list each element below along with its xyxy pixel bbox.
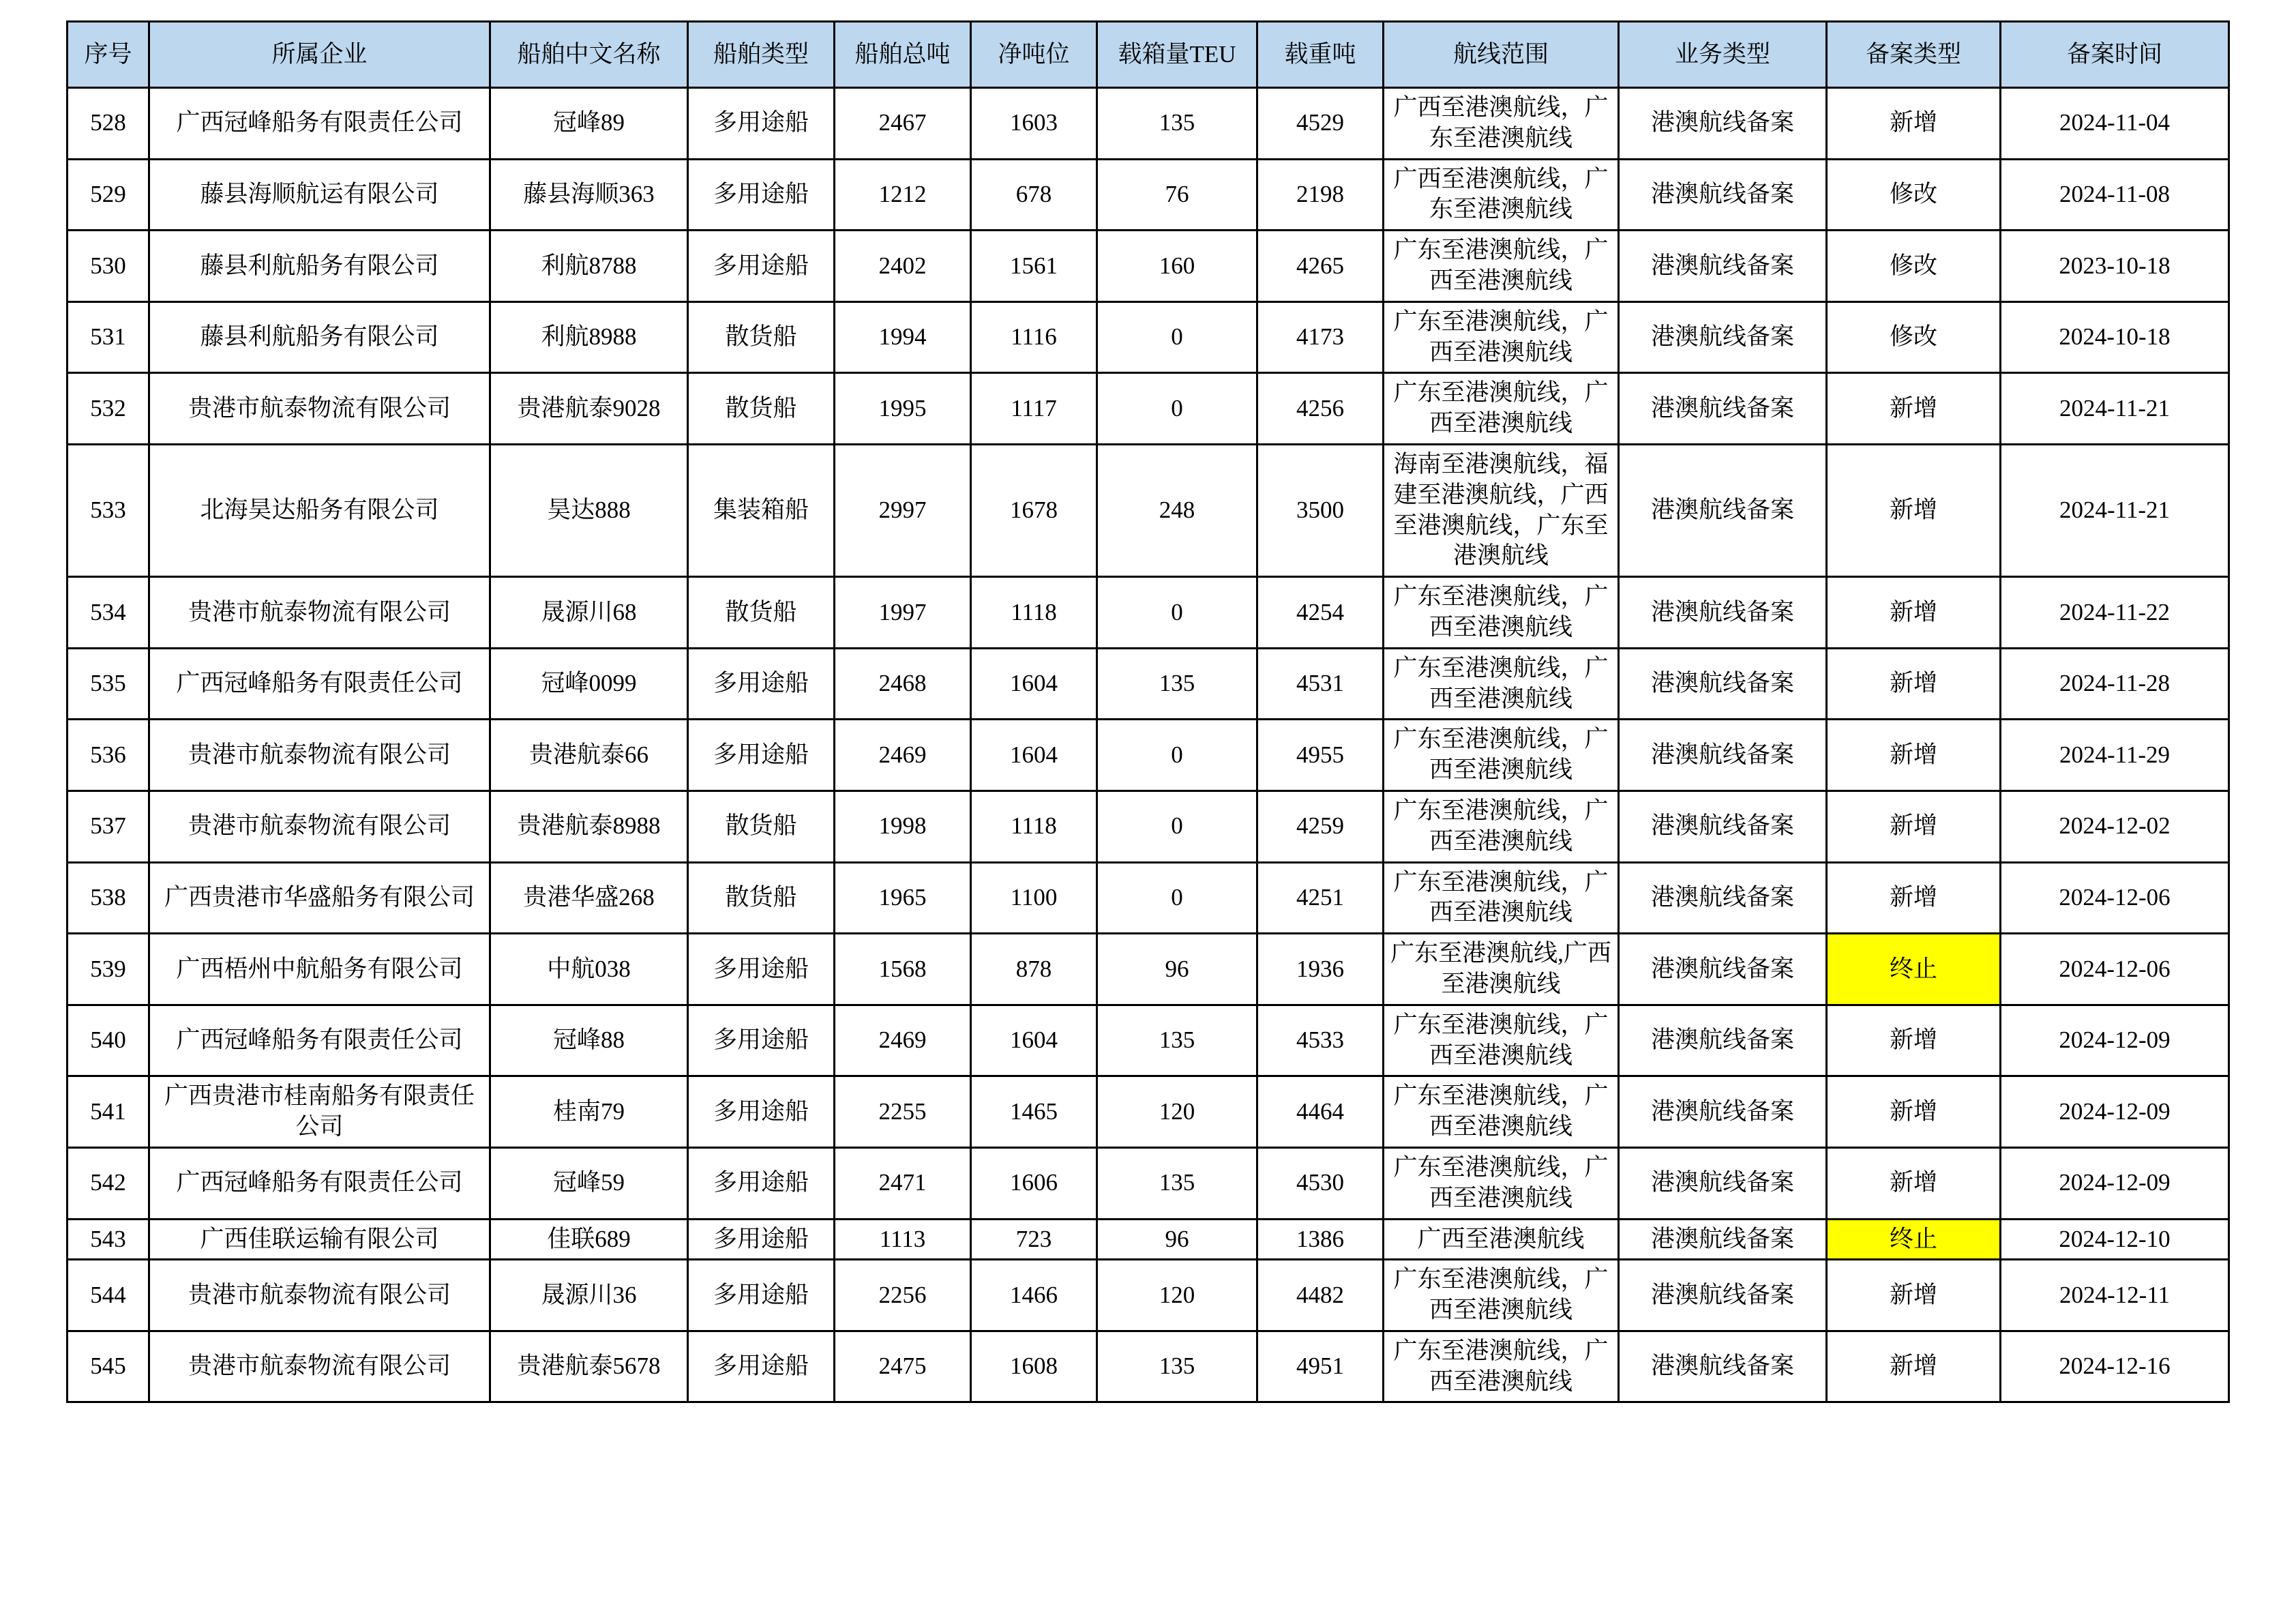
cell-teu: 160 (1097, 231, 1257, 302)
cell-index: 543 (68, 1219, 149, 1260)
cell-route: 广东至港澳航线，广西至港澳航线 (1384, 720, 1619, 791)
cell-ship-type: 多用途船 (688, 1219, 835, 1260)
cell-deadweight: 4955 (1257, 720, 1384, 791)
cell-net-tonnage: 723 (971, 1219, 1097, 1260)
table-row (68, 1219, 2229, 1260)
cell-ship-type: 多用途船 (688, 720, 835, 791)
cell-company: 广西贵港市桂南船务有限责任公司 (149, 1076, 490, 1148)
cell-deadweight: 1386 (1257, 1219, 1384, 1260)
cell-net-tonnage: 1604 (971, 720, 1097, 791)
cell-record-type-highlighted: 终止 (1827, 934, 2001, 1005)
cell-net-tonnage: 1603 (971, 88, 1097, 160)
cell-net-tonnage: 1118 (971, 577, 1097, 649)
cell-index: 537 (68, 791, 149, 862)
cell-teu: 135 (1097, 1147, 1257, 1219)
cell-company: 广西冠峰船务有限责任公司 (149, 1005, 490, 1076)
cell-route: 广东至港澳航线，广西至港澳航线 (1384, 791, 1619, 862)
cell-gross-tonnage: 2469 (835, 720, 971, 791)
cell-index: 528 (68, 88, 149, 160)
cell-ship-name: 桂南79 (490, 1076, 688, 1148)
cell-company: 贵港市航泰物流有限公司 (149, 577, 490, 649)
cell-ship-name: 利航8788 (490, 231, 688, 302)
cell-gross-tonnage: 1997 (835, 577, 971, 649)
column-header-index: 序号 (68, 22, 149, 88)
cell-index: 538 (68, 862, 149, 934)
cell-record-type: 新增 (1827, 1076, 2001, 1148)
cell-company: 广西冠峰船务有限责任公司 (149, 648, 490, 720)
cell-record-date: 2024-12-09 (2001, 1076, 2229, 1148)
cell-net-tonnage: 1100 (971, 862, 1097, 934)
cell-teu: 0 (1097, 373, 1257, 445)
cell-deadweight: 4533 (1257, 1005, 1384, 1076)
cell-route: 广东至港澳航线，广西至港澳航线 (1384, 1076, 1619, 1148)
cell-ship-type: 散货船 (688, 862, 835, 934)
cell-business-type: 港澳航线备案 (1619, 301, 1827, 373)
column-header-ship-name: 船舶中文名称 (490, 22, 688, 88)
cell-gross-tonnage: 1212 (835, 159, 971, 231)
cell-route: 广西至港澳航线，广东至港澳航线 (1384, 159, 1619, 231)
cell-record-type: 新增 (1827, 1147, 2001, 1219)
cell-record-type: 新增 (1827, 1260, 2001, 1331)
cell-index: 539 (68, 934, 149, 1005)
cell-deadweight: 4265 (1257, 231, 1384, 302)
cell-gross-tonnage: 2468 (835, 648, 971, 720)
cell-net-tonnage: 1606 (971, 1147, 1097, 1219)
cell-deadweight: 4254 (1257, 577, 1384, 649)
cell-company: 贵港市航泰物流有限公司 (149, 1331, 490, 1402)
table-row (68, 862, 2229, 934)
table-row (68, 791, 2229, 862)
column-header-route: 航线范围 (1384, 22, 1619, 88)
cell-company: 广西冠峰船务有限责任公司 (149, 1147, 490, 1219)
cell-business-type: 港澳航线备案 (1619, 231, 1827, 302)
cell-teu: 96 (1097, 1219, 1257, 1260)
column-header-teu: 载箱量TEU (1097, 22, 1257, 88)
cell-company: 广西冠峰船务有限责任公司 (149, 88, 490, 160)
cell-business-type: 港澳航线备案 (1619, 862, 1827, 934)
cell-record-type: 新增 (1827, 720, 2001, 791)
cell-teu: 0 (1097, 720, 1257, 791)
cell-route: 广东至港澳航线，广西至港澳航线 (1384, 1260, 1619, 1331)
table-row (68, 301, 2229, 373)
table-row (68, 1005, 2229, 1076)
cell-record-date: 2023-10-18 (2001, 231, 2229, 302)
cell-record-type: 新增 (1827, 1005, 2001, 1076)
cell-company: 北海昊达船务有限公司 (149, 444, 490, 576)
cell-teu: 0 (1097, 301, 1257, 373)
cell-teu: 135 (1097, 1005, 1257, 1076)
cell-record-date: 2024-12-10 (2001, 1219, 2229, 1260)
cell-ship-name: 藤县海顺363 (490, 159, 688, 231)
cell-index: 531 (68, 301, 149, 373)
cell-company: 广西贵港市华盛船务有限公司 (149, 862, 490, 934)
cell-net-tonnage: 1604 (971, 1005, 1097, 1076)
cell-ship-name: 冠峰89 (490, 88, 688, 160)
cell-ship-type: 多用途船 (688, 159, 835, 231)
cell-route: 广东至港澳航线，广西至港澳航线 (1384, 301, 1619, 373)
cell-net-tonnage: 1116 (971, 301, 1097, 373)
cell-route: 广东至港澳航线，广西至港澳航线 (1384, 1331, 1619, 1402)
cell-business-type: 港澳航线备案 (1619, 1260, 1827, 1331)
cell-net-tonnage: 1118 (971, 791, 1097, 862)
cell-company: 贵港市航泰物流有限公司 (149, 373, 490, 445)
cell-ship-name: 贵港华盛268 (490, 862, 688, 934)
cell-deadweight: 4259 (1257, 791, 1384, 862)
cell-record-type: 修改 (1827, 301, 2001, 373)
cell-ship-type: 散货船 (688, 373, 835, 445)
cell-deadweight: 4531 (1257, 648, 1384, 720)
cell-deadweight: 4951 (1257, 1331, 1384, 1402)
cell-record-date: 2024-12-11 (2001, 1260, 2229, 1331)
cell-route: 广东至港澳航线，广西至港澳航线 (1384, 648, 1619, 720)
cell-ship-name: 贵港航泰5678 (490, 1331, 688, 1402)
cell-business-type: 港澳航线备案 (1619, 159, 1827, 231)
table-row (68, 88, 2229, 160)
cell-ship-type: 多用途船 (688, 1076, 835, 1148)
cell-gross-tonnage: 2255 (835, 1076, 971, 1148)
cell-teu: 76 (1097, 159, 1257, 231)
ship-record-table (66, 20, 2230, 1403)
cell-ship-type: 多用途船 (688, 648, 835, 720)
cell-deadweight: 2198 (1257, 159, 1384, 231)
cell-index: 534 (68, 577, 149, 649)
cell-record-date: 2024-11-21 (2001, 373, 2229, 445)
table-row (68, 1260, 2229, 1331)
cell-company: 贵港市航泰物流有限公司 (149, 1260, 490, 1331)
cell-business-type: 港澳航线备案 (1619, 1147, 1827, 1219)
cell-index: 532 (68, 373, 149, 445)
cell-record-date: 2024-12-09 (2001, 1005, 2229, 1076)
cell-index: 529 (68, 159, 149, 231)
cell-record-date: 2024-12-02 (2001, 791, 2229, 862)
cell-index: 541 (68, 1076, 149, 1148)
cell-gross-tonnage: 2256 (835, 1260, 971, 1331)
cell-deadweight: 4251 (1257, 862, 1384, 934)
cell-index: 544 (68, 1260, 149, 1331)
cell-ship-name: 冠峰88 (490, 1005, 688, 1076)
column-header-ship-type: 船舶类型 (688, 22, 835, 88)
cell-net-tonnage: 1117 (971, 373, 1097, 445)
cell-teu: 0 (1097, 862, 1257, 934)
cell-index: 542 (68, 1147, 149, 1219)
cell-gross-tonnage: 1568 (835, 934, 971, 1005)
cell-company: 贵港市航泰物流有限公司 (149, 791, 490, 862)
cell-record-date: 2024-11-29 (2001, 720, 2229, 791)
cell-deadweight: 4530 (1257, 1147, 1384, 1219)
cell-deadweight: 4173 (1257, 301, 1384, 373)
cell-net-tonnage: 878 (971, 934, 1097, 1005)
cell-ship-name: 贵港航泰66 (490, 720, 688, 791)
cell-record-date: 2024-12-16 (2001, 1331, 2229, 1402)
cell-teu: 120 (1097, 1076, 1257, 1148)
cell-index: 535 (68, 648, 149, 720)
cell-record-type: 新增 (1827, 648, 2001, 720)
cell-record-type: 新增 (1827, 791, 2001, 862)
column-header-company: 所属企业 (149, 22, 490, 88)
table-row (68, 159, 2229, 231)
cell-teu: 135 (1097, 88, 1257, 160)
cell-route: 广东至港澳航线，广西至港澳航线 (1384, 1005, 1619, 1076)
cell-route: 广东至港澳航线,广西至港澳航线 (1384, 934, 1619, 1005)
cell-deadweight: 1936 (1257, 934, 1384, 1005)
cell-gross-tonnage: 1998 (835, 791, 971, 862)
cell-net-tonnage: 1466 (971, 1260, 1097, 1331)
column-header-record-type: 备案类型 (1827, 22, 2001, 88)
cell-index: 536 (68, 720, 149, 791)
cell-ship-name: 佳联689 (490, 1219, 688, 1260)
cell-gross-tonnage: 1113 (835, 1219, 971, 1260)
cell-record-type: 修改 (1827, 159, 2001, 231)
cell-deadweight: 4256 (1257, 373, 1384, 445)
cell-record-type-highlighted: 终止 (1827, 1219, 2001, 1260)
cell-ship-type: 多用途船 (688, 1260, 835, 1331)
table-row (68, 231, 2229, 302)
cell-gross-tonnage: 1995 (835, 373, 971, 445)
cell-net-tonnage: 1678 (971, 444, 1097, 576)
cell-ship-type: 散货船 (688, 301, 835, 373)
cell-record-type: 新增 (1827, 577, 2001, 649)
cell-business-type: 港澳航线备案 (1619, 791, 1827, 862)
cell-record-date: 2024-12-06 (2001, 862, 2229, 934)
cell-gross-tonnage: 2467 (835, 88, 971, 160)
cell-ship-name: 利航8988 (490, 301, 688, 373)
cell-record-type: 新增 (1827, 862, 2001, 934)
cell-gross-tonnage: 1965 (835, 862, 971, 934)
cell-teu: 135 (1097, 1331, 1257, 1402)
table-row (68, 1147, 2229, 1219)
cell-gross-tonnage: 2402 (835, 231, 971, 302)
table-row (68, 577, 2229, 649)
cell-route: 广东至港澳航线，广西至港澳航线 (1384, 577, 1619, 649)
cell-route: 广东至港澳航线，广西至港澳航线 (1384, 1147, 1619, 1219)
cell-teu: 0 (1097, 577, 1257, 649)
cell-route: 广西至港澳航线，广东至港澳航线 (1384, 88, 1619, 160)
table-row (68, 934, 2229, 1005)
cell-record-date: 2024-10-18 (2001, 301, 2229, 373)
cell-ship-type: 多用途船 (688, 1005, 835, 1076)
cell-ship-type: 多用途船 (688, 1147, 835, 1219)
column-header-deadweight: 载重吨 (1257, 22, 1384, 88)
cell-business-type: 港澳航线备案 (1619, 720, 1827, 791)
cell-record-type: 新增 (1827, 88, 2001, 160)
cell-ship-type: 多用途船 (688, 231, 835, 302)
cell-record-date: 2024-11-28 (2001, 648, 2229, 720)
cell-company: 藤县利航船务有限公司 (149, 301, 490, 373)
cell-business-type: 港澳航线备案 (1619, 577, 1827, 649)
cell-company: 广西佳联运输有限公司 (149, 1219, 490, 1260)
cell-teu: 248 (1097, 444, 1257, 576)
cell-teu: 96 (1097, 934, 1257, 1005)
cell-gross-tonnage: 2471 (835, 1147, 971, 1219)
table-body (68, 88, 2229, 1402)
table-header (68, 22, 2229, 88)
cell-teu: 120 (1097, 1260, 1257, 1331)
cell-company: 贵港市航泰物流有限公司 (149, 720, 490, 791)
cell-route: 广东至港澳航线，广西至港澳航线 (1384, 373, 1619, 445)
cell-route: 广东至港澳航线，广西至港澳航线 (1384, 862, 1619, 934)
cell-company: 藤县海顺航运有限公司 (149, 159, 490, 231)
cell-route: 广西至港澳航线 (1384, 1219, 1619, 1260)
cell-business-type: 港澳航线备案 (1619, 1331, 1827, 1402)
cell-net-tonnage: 1608 (971, 1331, 1097, 1402)
table-row (68, 1331, 2229, 1402)
column-header-business-type: 业务类型 (1619, 22, 1827, 88)
cell-deadweight: 4482 (1257, 1260, 1384, 1331)
cell-business-type: 港澳航线备案 (1619, 934, 1827, 1005)
cell-gross-tonnage: 1994 (835, 301, 971, 373)
cell-net-tonnage: 1604 (971, 648, 1097, 720)
cell-record-date: 2024-11-04 (2001, 88, 2229, 160)
table-header-row (68, 22, 2229, 88)
column-header-gross-tonnage: 船舶总吨 (835, 22, 971, 88)
cell-index: 545 (68, 1331, 149, 1402)
table-row (68, 444, 2229, 576)
cell-record-date: 2024-11-08 (2001, 159, 2229, 231)
cell-deadweight: 4464 (1257, 1076, 1384, 1148)
cell-net-tonnage: 1561 (971, 231, 1097, 302)
cell-ship-type: 集装箱船 (688, 444, 835, 576)
cell-gross-tonnage: 2469 (835, 1005, 971, 1076)
cell-business-type: 港澳航线备案 (1619, 1219, 1827, 1260)
cell-record-type: 修改 (1827, 231, 2001, 302)
cell-index: 533 (68, 444, 149, 576)
cell-company: 藤县利航船务有限公司 (149, 231, 490, 302)
table-row (68, 1076, 2229, 1148)
cell-business-type: 港澳航线备案 (1619, 1005, 1827, 1076)
cell-ship-type: 散货船 (688, 577, 835, 649)
cell-record-type: 新增 (1827, 373, 2001, 445)
cell-ship-type: 多用途船 (688, 934, 835, 1005)
cell-business-type: 港澳航线备案 (1619, 373, 1827, 445)
cell-record-date: 2024-12-06 (2001, 934, 2229, 1005)
cell-gross-tonnage: 2997 (835, 444, 971, 576)
cell-teu: 135 (1097, 648, 1257, 720)
cell-record-type: 新增 (1827, 444, 2001, 576)
cell-ship-type: 多用途船 (688, 88, 835, 160)
cell-company: 广西梧州中航船务有限公司 (149, 934, 490, 1005)
cell-teu: 0 (1097, 791, 1257, 862)
cell-index: 530 (68, 231, 149, 302)
cell-ship-name: 贵港航泰9028 (490, 373, 688, 445)
table-row (68, 648, 2229, 720)
table-row (68, 720, 2229, 791)
cell-record-date: 2024-11-22 (2001, 577, 2229, 649)
cell-ship-name: 冠峰59 (490, 1147, 688, 1219)
cell-ship-name: 贵港航泰8988 (490, 791, 688, 862)
cell-business-type: 港澳航线备案 (1619, 1076, 1827, 1148)
cell-ship-type: 多用途船 (688, 1331, 835, 1402)
column-header-net-tonnage: 净吨位 (971, 22, 1097, 88)
cell-business-type: 港澳航线备案 (1619, 444, 1827, 576)
cell-business-type: 港澳航线备案 (1619, 648, 1827, 720)
table-row (68, 373, 2229, 445)
cell-record-date: 2024-12-09 (2001, 1147, 2229, 1219)
cell-business-type: 港澳航线备案 (1619, 88, 1827, 160)
cell-ship-type: 散货船 (688, 791, 835, 862)
cell-ship-name: 冠峰0099 (490, 648, 688, 720)
cell-record-date: 2024-11-21 (2001, 444, 2229, 576)
cell-gross-tonnage: 2475 (835, 1331, 971, 1402)
cell-deadweight: 4529 (1257, 88, 1384, 160)
cell-ship-name: 中航038 (490, 934, 688, 1005)
cell-route: 海南至港澳航线，福建至港澳航线，广西至港澳航线，广东至港澳航线 (1384, 444, 1619, 576)
cell-ship-name: 昊达888 (490, 444, 688, 576)
column-header-record-date: 备案时间 (2001, 22, 2229, 88)
cell-net-tonnage: 678 (971, 159, 1097, 231)
cell-ship-name: 晟源川68 (490, 577, 688, 649)
cell-ship-name: 晟源川36 (490, 1260, 688, 1331)
cell-index: 540 (68, 1005, 149, 1076)
cell-deadweight: 3500 (1257, 444, 1384, 576)
cell-record-type: 新增 (1827, 1331, 2001, 1402)
cell-net-tonnage: 1465 (971, 1076, 1097, 1148)
cell-route: 广东至港澳航线，广西至港澳航线 (1384, 231, 1619, 302)
